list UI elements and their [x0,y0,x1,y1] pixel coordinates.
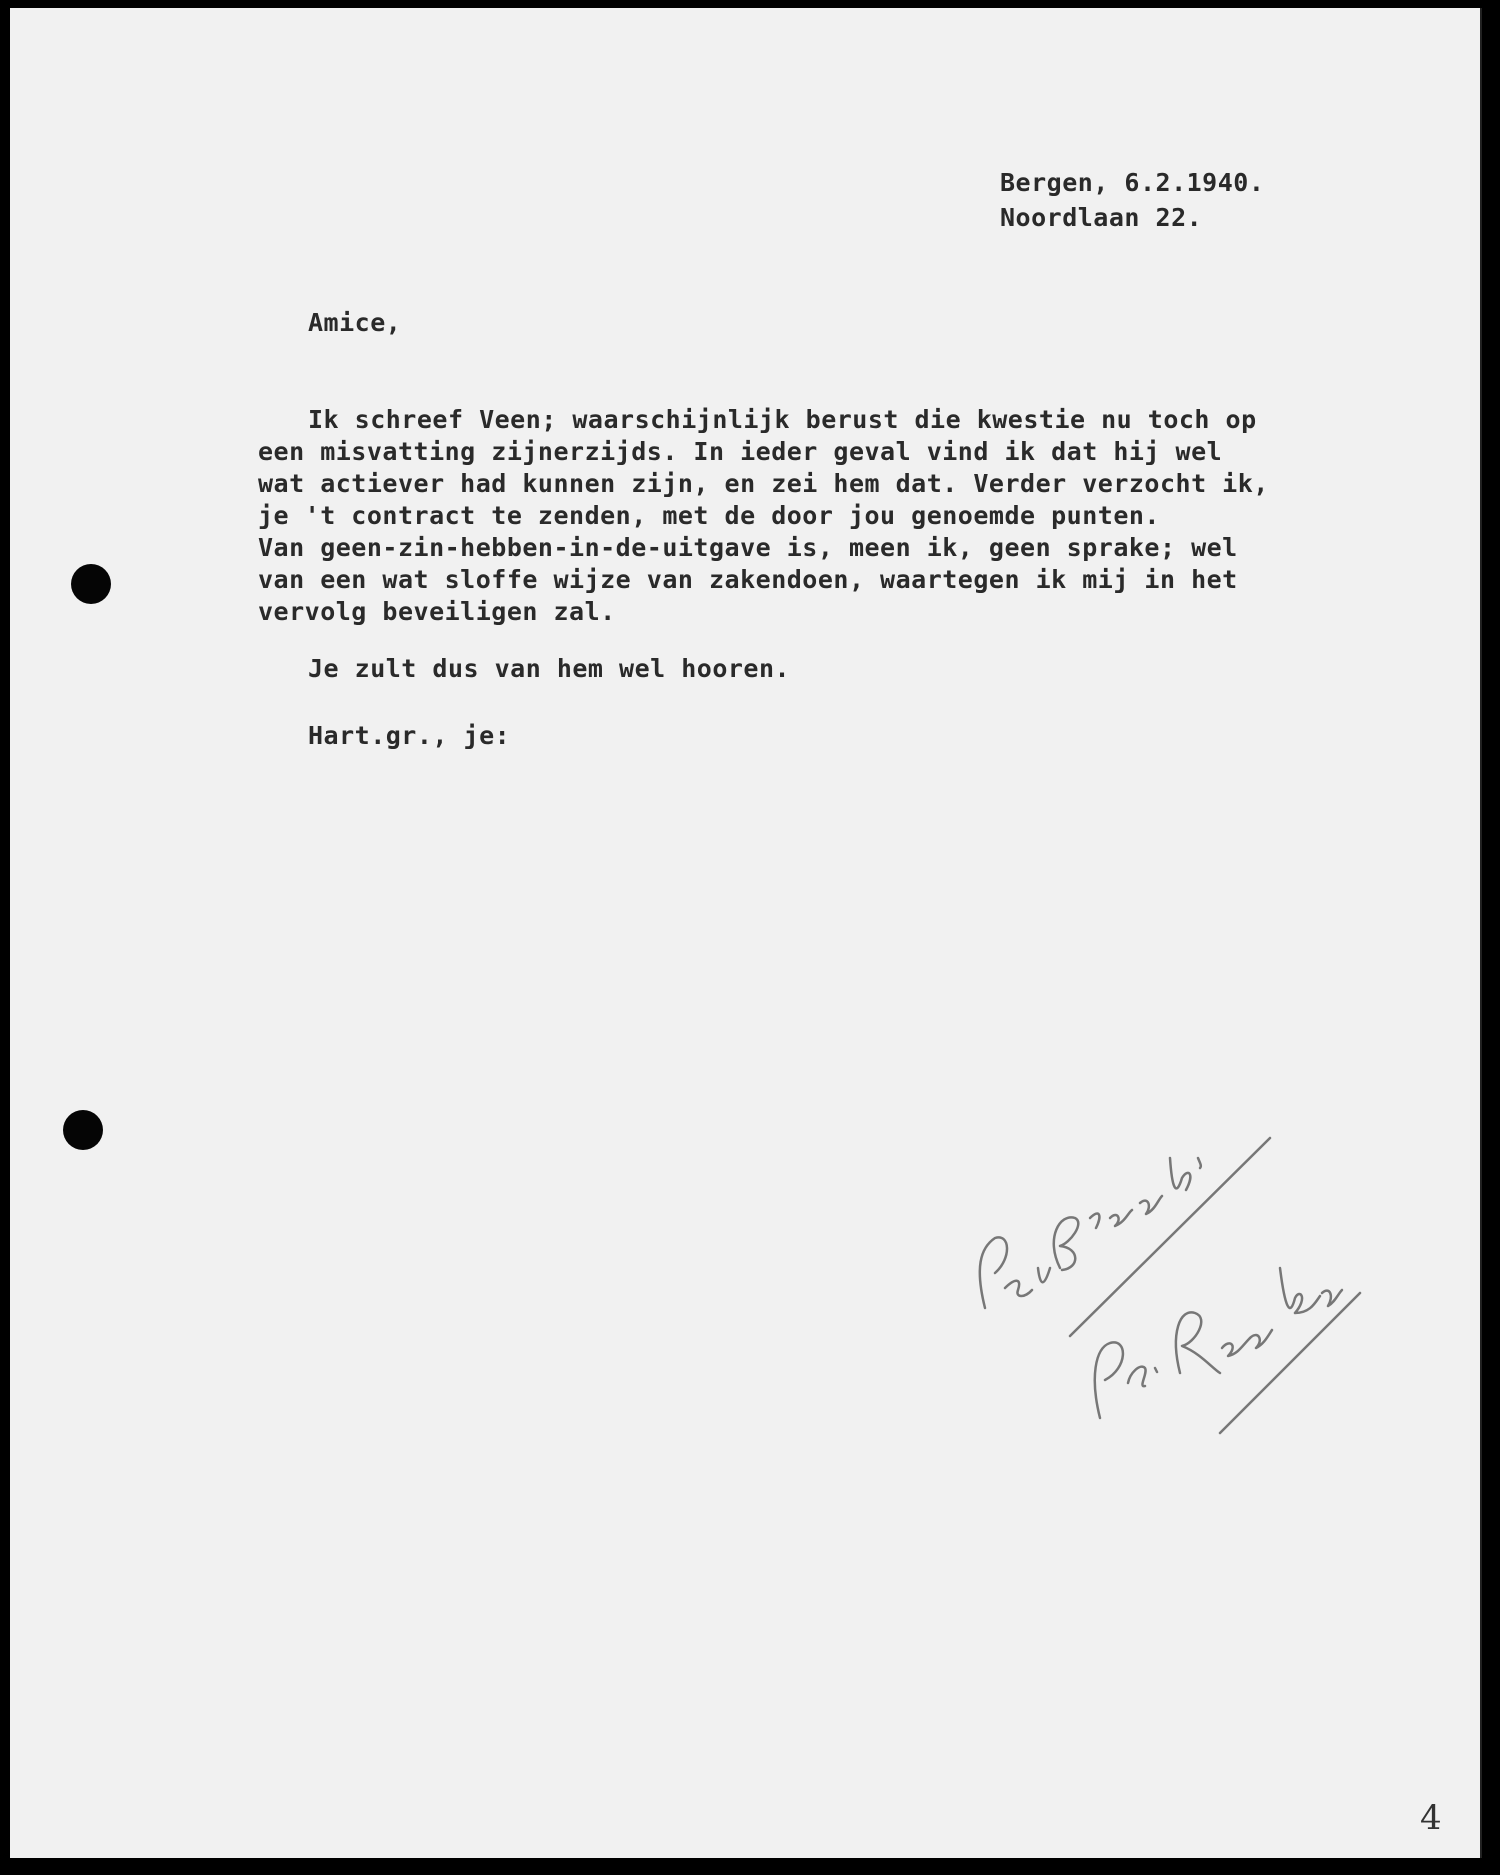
body-line: een misvatting zijnerzijds. In ieder geval vind ik dat hij wel [258,437,1223,466]
body-line: je 't contract te zenden, met de door jou genoemde punten. [258,501,1160,530]
punch-hole-top [71,564,111,604]
body-line: van een wat sloffe wijze van zakendoen, waartegen ik mij in het [258,565,1238,594]
body-line: wat actiever had kunnen zijn, en zei hem dat. Verder verzocht ik, [258,469,1269,498]
page-number: 4 [1420,1798,1442,1838]
letter-signoff: Hart.gr., je: [308,721,511,750]
letter-closing-line: Je zult dus van hem wel hooren. [308,654,791,683]
body-line: Van geen-zin-hebben-in-de-uitgave is, meen ik, geen sprake; wel [258,533,1238,562]
body-line: vervolg beveiligen zal. [258,597,616,626]
letter-address: Noordlaan 22. [1000,203,1203,232]
handwritten-annotation [950,1118,1370,1438]
letter-place-date: Bergen, 6.2.1940. [1000,168,1265,197]
letter-sheet [10,8,1482,1858]
letter-salutation: Amice, [308,308,402,337]
body-line: Ik schreef Veen; waarschijnlijk berust die kwestie nu toch op [308,405,1257,434]
punch-hole-bottom [63,1110,103,1150]
